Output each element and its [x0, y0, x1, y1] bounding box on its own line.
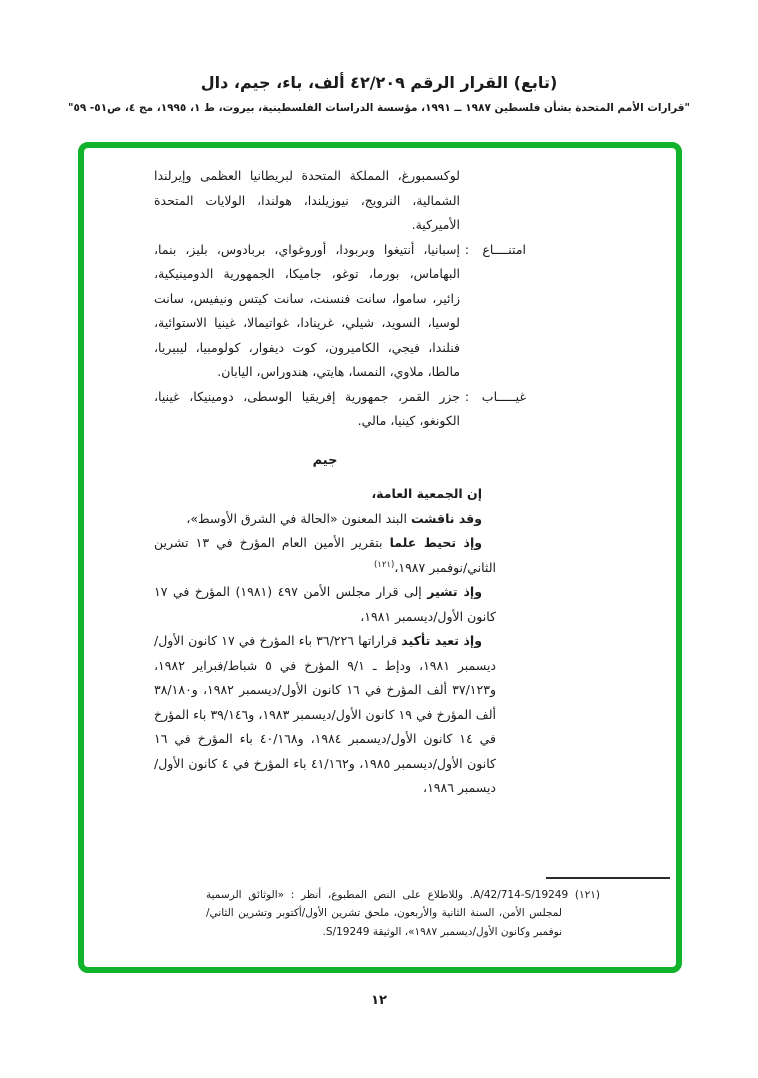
vote-in-favour-continuation: لوكسمبورغ، المملكة المتحدة لبريطانيا العظمى وإيرلندا الشمالية، النرويج، نيوزيلندا، هولندا، الولايات المتحدة الأميركية. — [154, 168, 460, 232]
footnote-ref: (١٢١) — [373, 559, 395, 570]
paragraph-text: قراراتها ٣٦/٢٢٦ باء المؤرخ في ١٧ كانون الأول/ديسمبر ١٩٨١، ودإط ـ ٩/١ المؤرخ في ٥ شباط/فبراير ١٩٨٢، و٣٧/١٢٣ ألف المؤرخ في ١٦ كانون الأول/ديسمبر ١٩٨٢، و٣٨/١٨٠ ألف المؤرخ في ١٩ كانون الأول/ديسمبر ١٩٨٣، و٣٩/١٤٦ باء المؤرخ في ١٤ كانون الأول/ديسمبر ١٩٨٤، و٤٠/١٦٨ باء المؤرخ في ١٦ كانون الأول/ديسمبر ١٩٨٥، و٤١/١٦٢ باء المؤرخ في ٤ كانون الأول/ديسمبر ١٩٨٦، — [154, 633, 497, 795]
footnote-terminator: . — [322, 925, 326, 938]
paragraph-lead: وإذ تعيد تأكيد — [401, 633, 482, 648]
preamble-paragraph — [154, 629, 496, 801]
content-frame — [78, 142, 682, 973]
vote-abstaining-countries: إسبانيا، أنتيغوا وبربودا، أوروغواي، بربادوس، بليز، بنما، البهاماس، بورما، توغو، جاميكا، الجمهورية الدومينيكية، زائير، ساموا، سانت فنسنت، سانت كيتس ونيفيس، سانت لوسيا، السويد، شيلي، غرينادا، غواتيمالا، غينيا الاستوائية، فنلندا، فيجي، الكاميرون، كوت ديفوار، كولومبيا، ليبيريا، مالطا، ملاوي، النمسا، هايتي، هندوراس، اليابان. — [154, 241, 460, 379]
footnote-doc-ref-2: S/19249 — [325, 925, 370, 938]
paragraph-text: بتقرير الأمين العام المؤرخ في ١٣ تشرين الثاني/نوفمبر ١٩٨٧، — [154, 535, 496, 575]
vote-abstaining-entry — [154, 238, 526, 385]
paragraph-text: إلى قرار مجلس الأمن ٤٩٧ (١٩٨١) المؤرخ في ١٧ كانون الأول/ديسمبر ١٩٨١، — [154, 584, 496, 624]
footnote-marker: (١٢١) — [568, 888, 600, 901]
section-c — [154, 449, 496, 801]
vote-abstaining-label: امتنــــاع — [482, 241, 526, 257]
vote-absent-colon: : — [464, 388, 470, 404]
footnote-body: . وللاطلاع على النص المطبوع، أنظر : «الوثائق الرسمية لمجلس الأمن، السنة الثانية والأربعون، ملحق تشرين الأول/أكتوبر وتشرين الثاني/نوفمبر وكانون الأول/ديسمبر ١٩٨٧»، الوثيقة — [206, 888, 562, 938]
paragraph-lead: وإذ تشير — [427, 584, 482, 599]
page-title: (تابع) القرار الرقم ٤٢/٢٠٩ ألف، باء، جيم، دال — [200, 73, 558, 92]
preamble-paragraph — [154, 531, 496, 580]
preamble-paragraph — [154, 580, 496, 629]
source-citation: "قرارات الأمم المتحدة بشأن فلسطين ١٩٨٧ ــ ١٩٩١، مؤسسة الدراسات الفلسطينية، بيروت، ط ١، ١٩٩٥، مج ٤، ص٥١- ٥٩" — [67, 102, 691, 114]
footnote-block — [206, 877, 672, 942]
paragraph-lead: وقد ناقشت — [410, 510, 482, 526]
page-number: ١٢ — [371, 993, 387, 1008]
section-c-heading: جيم — [312, 452, 338, 468]
preamble-paragraph — [154, 507, 496, 532]
vote-abstaining-colon: : — [464, 241, 470, 257]
resolution-text — [84, 148, 676, 967]
vote-absent-label: غيـــــاب — [481, 388, 526, 404]
footnote-doc-ref: A/42/714-S/19249 — [473, 888, 569, 901]
vote-absent-countries: جزر القمر، جمهورية إفريقيا الوسطى، دومينيكا، غينيا، الكونغو، كينيا، مالي. — [154, 388, 460, 428]
vote-absent-entry — [154, 385, 526, 434]
footnote-text — [206, 886, 600, 942]
preamble-opening: إن الجمعية العامة، — [371, 486, 482, 501]
paragraph-text: البند المعنون «الحالة في الشرق الأوسط»، — [186, 510, 411, 526]
footnote-separator — [546, 877, 670, 879]
paragraph-lead: وإذ تحيط علما — [389, 535, 482, 550]
